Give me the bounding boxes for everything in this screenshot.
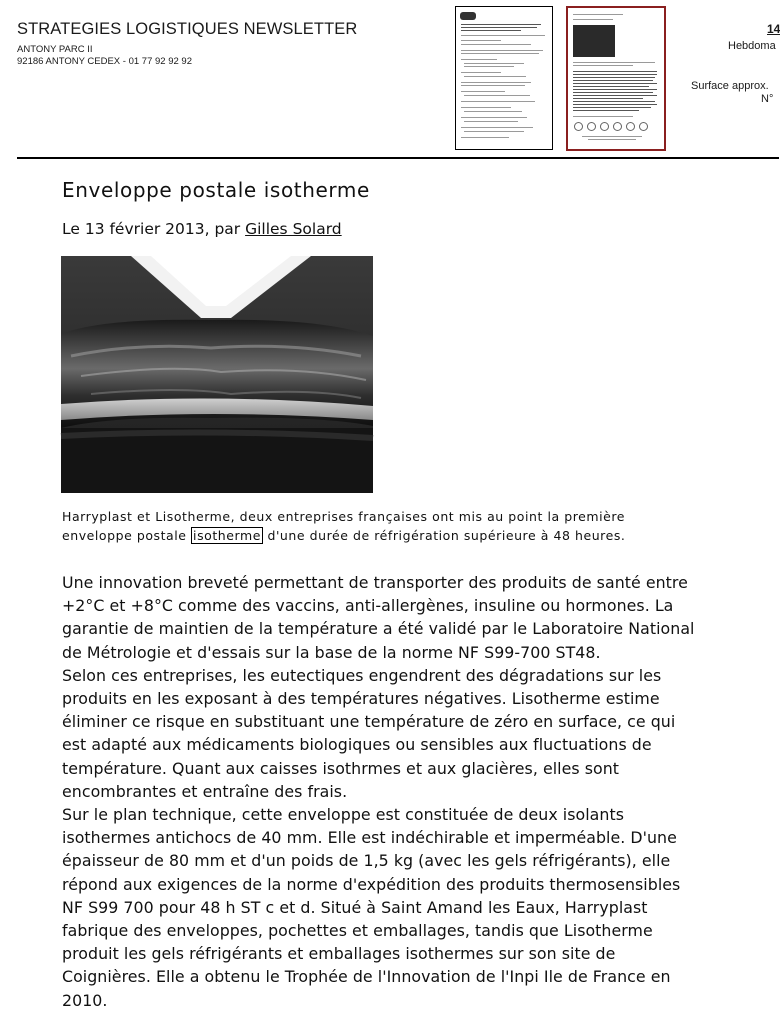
thumbnail-photo — [573, 25, 615, 57]
caption-line-1: Harryplast et Lisotherme, deux entreprises françaises ont mis au point la première — [62, 509, 625, 524]
body-line: garantie de maintien de la température a été validé par le Laboratoire National — [62, 619, 695, 639]
caption-line-2: enveloppe postale isotherme d'une durée de réfrigération supérieure à 48 heures. — [62, 528, 626, 543]
body-line: encombrantes et entraîne des frais. — [62, 781, 348, 801]
article-photo — [61, 256, 373, 493]
body-line: produit les gels réfrigérants et emballages isothermes sur son site de — [62, 944, 616, 964]
issue-number-label: N° — [761, 93, 774, 105]
page-number: 14 — [767, 22, 780, 36]
body-line: est adapté aux médicaments biologiques ou sensibles aux fluctuations de — [62, 735, 652, 755]
address-line-2: 92186 ANTONY CEDEX - 01 77 92 92 92 — [17, 56, 192, 67]
page-thumbnail-1[interactable] — [455, 6, 553, 150]
photo-caption — [62, 507, 625, 545]
body-line: isothermes antichocs de 40 mm. Elle est indéchirable et imperméable. D'une — [62, 828, 677, 848]
page-thumbnail-2-selected[interactable] — [566, 6, 666, 151]
body-line: éliminer ce risque en substituant une température de zéro en surface, ce qui — [62, 712, 676, 732]
body-line: Coignières. Elle a obtenu le Trophée de l'Innovation de l'Inpi Ile de France en — [62, 967, 671, 987]
thumbnail-icons-row — [574, 122, 654, 130]
article-body — [62, 571, 695, 1012]
body-line: +2°C et +8°C comme des vaccins, anti-allergènes, insuline ou hormones. La — [62, 596, 674, 616]
body-line: Une innovation breveté permettant de transporter des produits de santé entre — [62, 573, 688, 592]
byline — [62, 220, 342, 238]
author-link[interactable]: Gilles Solard — [245, 220, 342, 238]
body-line: Selon ces entreprises, les eutectiques engendrent des dégradations sur les — [62, 665, 662, 685]
article-title: Enveloppe postale isotherme — [62, 178, 370, 202]
body-line: répond aux exigences de la norme d'expédition des produits thermosensibles — [62, 874, 681, 894]
highlighted-keyword: isotherme — [193, 528, 261, 543]
body-line: température. Quant aux caisses isothrmes et aux glacières, elles sont — [62, 758, 620, 778]
publication-title: STRATEGIES LOGISTIQUES NEWSLETTER — [17, 20, 358, 38]
body-line: Sur le plan technique, cette enveloppe est constituée de deux isolants — [62, 805, 624, 825]
body-line: de Métrologie et d'essais sur la base de la norme NF S99-700 ST48. — [62, 642, 601, 662]
body-line: épaisseur de 80 mm et d'un poids de 1,5 kg (avec les gels réfrigérants), elle — [62, 851, 671, 871]
thumbnail-logo-icon — [460, 12, 476, 20]
body-line: 2010. — [62, 990, 108, 1010]
byline-date: Le 13 février 2013, par — [62, 220, 246, 238]
surface-label: Surface approx. — [691, 80, 769, 92]
address-line-1: ANTONY PARC II — [17, 44, 93, 55]
body-line: fabrique des enveloppes, pochettes et emballages, tandis que Lisotherme — [62, 921, 653, 941]
header-rule — [17, 157, 779, 159]
body-line: produits en les exposant à des températures négatives. Lisotherme estime — [62, 689, 660, 709]
body-line: NF S99 700 pour 48 h ST c et d. Situé à Saint Amand les Eaux, Harryplast — [62, 897, 648, 917]
periodicity: Hebdoma — [728, 40, 776, 52]
